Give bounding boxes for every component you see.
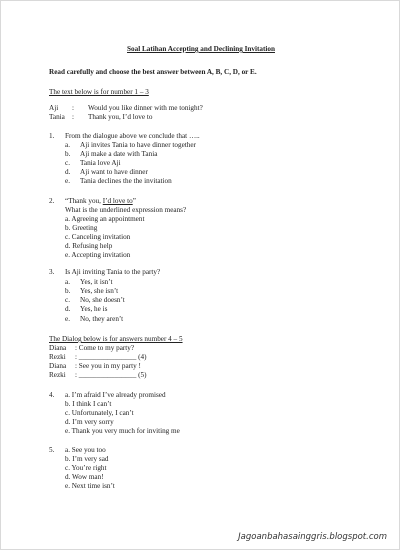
q2-option-d: d. Refusing help: [65, 242, 113, 250]
question-4-number: 4.: [49, 391, 55, 399]
q5-option-d: d. Wow man!: [65, 473, 104, 481]
q1-option-d: Aji want to have dinner: [80, 168, 148, 176]
question-3-text: Is Aji inviting Tania to the party?: [65, 268, 161, 276]
question-1-number: 1.: [49, 132, 55, 140]
q1-option-e: Tania declines the the invitation: [80, 177, 172, 185]
q1-option-letter: a.: [65, 141, 70, 149]
dialog2-text: : See you in my party !: [75, 362, 141, 370]
q3-option-d: Yes, he is: [80, 305, 108, 313]
q4-option-d: d. I’m very sorry: [65, 418, 114, 426]
dialog1-line-aji: Would you like dinner with me tonight?: [88, 104, 203, 112]
q3-option-letter: e.: [65, 315, 70, 323]
document-title: Soal Latihan Accepting and Declining Invitation: [127, 45, 275, 53]
q3-option-c: No, she doesn’t: [80, 296, 125, 304]
dialog2-line-1: [75, 344, 134, 353]
question-2-text: What is the underlined expression means?: [65, 206, 187, 214]
q5-option-a: a. See you too: [65, 446, 106, 454]
dialog2-speaker-diana: Diana: [49, 344, 67, 352]
underlined-expression: I’d love to: [102, 197, 133, 205]
dialog2-blank: : ________________: [75, 371, 137, 379]
q3-option-b: Yes, she isn’t: [80, 287, 119, 295]
question-1-text: From the dialogue above we conclude that …..: [65, 132, 200, 140]
q3-option-letter: b.: [65, 287, 71, 295]
q3-option-letter: c.: [65, 296, 70, 304]
q1-option-letter: e.: [65, 177, 70, 185]
quote-close: ”: [132, 197, 136, 205]
dialog1-sep: :: [72, 104, 74, 112]
watermark: Jagoanbahasainggris.blogspot.com: [238, 532, 387, 542]
q3-option-e: No, they aren’t: [80, 315, 124, 323]
dialog1-line-tania: Thank you, I’d love to: [88, 113, 153, 121]
dialog1-speaker-tania: Tania: [49, 113, 65, 121]
q1-option-letter: c.: [65, 159, 70, 167]
blank-number-4: (4): [136, 353, 147, 361]
q1-option-c: Tania love Aji: [80, 159, 121, 167]
question-3-number: 3.: [49, 268, 55, 276]
dialog2-speaker-diana: Diana: [49, 362, 67, 370]
dialog1-sep: :: [72, 113, 74, 121]
dialog2-line-4: [75, 371, 146, 380]
q1-option-letter: d.: [65, 168, 71, 176]
q2-option-c: c. Canceling invitation: [65, 233, 131, 241]
question-5-number: 5.: [49, 446, 55, 454]
dialog2-line-3: [75, 362, 141, 371]
q2-option-a: a. Agreeing an appointment: [65, 215, 145, 223]
question-2-quote: [65, 197, 136, 206]
section1-header: The text below is for number 1 – 3: [49, 88, 149, 96]
q2-option-e: e. Accepting invitation: [65, 251, 131, 259]
q3-option-a: Yes, it isn’t: [80, 278, 113, 286]
q3-option-letter: d.: [65, 305, 71, 313]
q1-option-b: Aji make a date with Tania: [80, 150, 158, 158]
q5-option-c: c. You’re right: [65, 464, 107, 472]
q1-option-a: Aji invites Tania to have dinner together: [80, 141, 196, 149]
instructions: Read carefully and choose the best answer between A, B, C, D, or E.: [49, 68, 257, 76]
q4-option-e: e. Thank you very much for inviting me: [65, 427, 180, 435]
q2-option-b: b. Greeting: [65, 224, 98, 232]
dialog2-speaker-rezki: Rezki: [49, 353, 66, 361]
dialog2-text: : Come to my party?: [75, 344, 135, 352]
q4-option-a: a. I’m afraid I’ve already promised: [65, 391, 166, 399]
q3-option-letter: a.: [65, 278, 70, 286]
q5-option-b: b. I’m very sad: [65, 455, 109, 463]
dialog2-line-2: [75, 353, 146, 362]
question-2-number: 2.: [49, 197, 55, 205]
blank-number-5: (5): [136, 371, 147, 379]
q4-option-c: c. Unfortunately, I can’t: [65, 409, 134, 417]
q5-option-e: e. Next time isn’t: [65, 482, 115, 490]
q4-option-b: b. I think I can’t: [65, 400, 112, 408]
dialog2-blank: : ________________: [75, 353, 137, 361]
dialog2-speaker-rezki: Rezki: [49, 371, 66, 379]
quote-open: “Thank you,: [65, 197, 103, 205]
q1-option-letter: b.: [65, 150, 71, 158]
section2-header: The Dialog below is for answers number 4 – 5: [49, 335, 183, 343]
dialog1-speaker-aji: Aji: [49, 104, 59, 112]
